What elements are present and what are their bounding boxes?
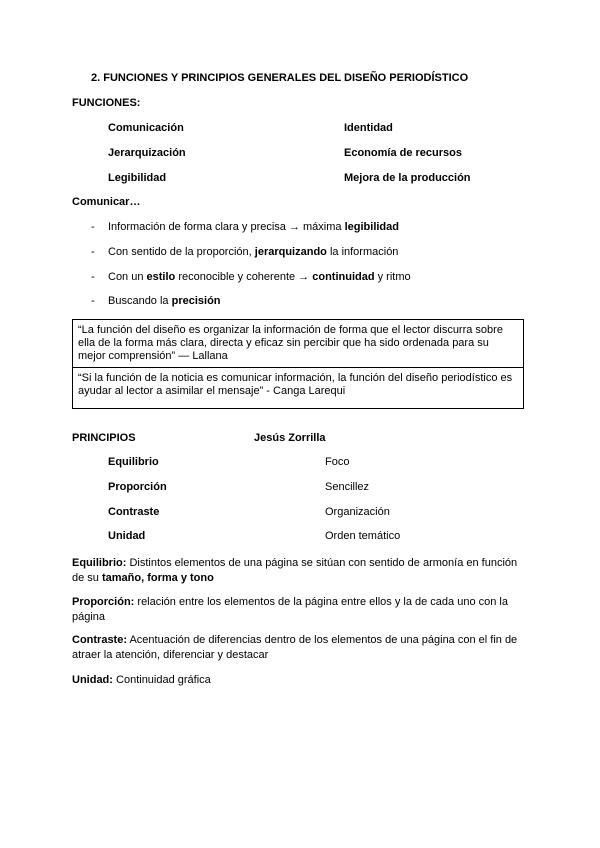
principio-item: Orden temático [325, 530, 401, 542]
quote-box [72, 319, 524, 409]
comunicar-heading: Comunicar… [72, 196, 141, 208]
bullet-item: Con un estilo reconocible y coherente → continuidad y ritmo [108, 271, 411, 283]
bullet-item: Con sentido de la proporción, jerarquizando la información [108, 246, 399, 258]
bullet-dash: - [91, 271, 95, 283]
principio-item: Equilibrio [108, 456, 159, 468]
principio-item: Organización [325, 506, 390, 518]
principios-author: Jesús Zorrilla [254, 432, 326, 444]
funcion-item: Mejora de la producción [344, 172, 471, 184]
bullet-dash: - [91, 295, 95, 307]
definition-contraste: Contraste: Acentuación de diferencias dentro de los elementos de una página con el fin de atraer la atención, diferenciar y destacar [72, 634, 518, 661]
principio-item: Sencillez [325, 481, 370, 493]
bullet-item: Buscando la precisión [108, 295, 221, 307]
quote-lallana: “La función del diseño es organizar la información de forma que el lector discurra sobre ella de la forma más clara, directa y eficaz sin percibir que ha sido ordenada para su mejor comprensión” — Lallana [73, 320, 523, 368]
principio-item: Contraste [108, 506, 160, 518]
principio-item: Foco [325, 456, 350, 468]
principio-item: Unidad [108, 530, 146, 542]
definition-unidad: Unidad: Continuidad gráfica [72, 674, 211, 686]
funcion-item: Economía de recursos [344, 147, 462, 159]
funciones-heading: FUNCIONES: [72, 97, 141, 109]
principio-item: Proporción [108, 481, 167, 493]
quote-canga-larequi: “Si la función de la noticia es comunicar información, la función del diseño periodístico es ayudar al lector a asimilar el mensaje” - Canga Larequi [78, 372, 513, 397]
funcion-item: Identidad [344, 122, 393, 134]
principios-heading: PRINCIPIOS [72, 432, 136, 444]
funcion-item: Legibilidad [108, 172, 167, 184]
bullet-dash: - [91, 221, 95, 233]
funcion-item: Comunicación [108, 122, 184, 134]
bullet-item: Información de forma clara y precisa → máxima legibilidad [108, 221, 399, 233]
section-title: 2. FUNCIONES Y PRINCIPIOS GENERALES DEL DISEÑO PERIODÍSTICO [91, 72, 469, 84]
definition-equilibrio: Equilibrio: Distintos elementos de una página se sitúan con sentido de armonía en función de su tamaño, forma y tono [72, 557, 518, 584]
bullet-dash: - [91, 246, 95, 258]
definition-proporcion: Proporción: relación entre los elementos de la página entre ellos y la de cada uno con la página [72, 596, 508, 623]
funcion-item: Jerarquización [108, 147, 186, 159]
